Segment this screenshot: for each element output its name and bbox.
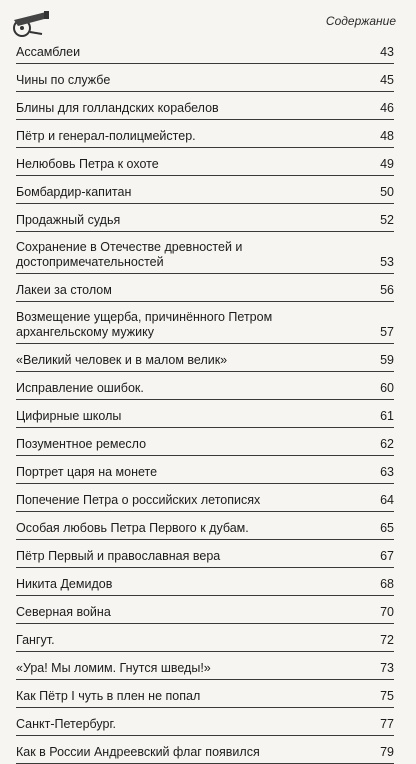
toc-entry-title: Попечение Петра о российских летописях (16, 493, 261, 507)
toc-entry-page: 48 (380, 129, 394, 143)
toc-entry (16, 344, 394, 372)
toc-entry-title: Как Пётр I чуть в плен не попал (16, 689, 201, 703)
toc-entry-page: 64 (380, 493, 394, 507)
toc-entry-page: 77 (380, 717, 394, 731)
toc-entry-page: 56 (380, 283, 394, 297)
toc-entry-page: 52 (380, 213, 394, 227)
toc-entry (16, 680, 394, 708)
toc-entry-page: 49 (380, 157, 394, 171)
toc-entry-page: 79 (380, 745, 394, 759)
toc-entry-page: 72 (380, 633, 394, 647)
cannon-icon (8, 6, 52, 38)
toc-entry (16, 484, 394, 512)
toc-entry-page: 67 (380, 549, 394, 563)
toc-entry-page: 62 (380, 437, 394, 451)
toc-entry (16, 274, 394, 302)
toc-entry (16, 596, 394, 624)
toc-entry-title: Цифирные школы (16, 409, 122, 423)
toc-entry-title: Бомбардир-капитан (16, 185, 132, 199)
toc-entry-page: 63 (380, 465, 394, 479)
toc-entry (16, 36, 394, 64)
toc-entry-page: 75 (380, 689, 394, 703)
toc-entry-page: 57 (380, 325, 394, 339)
toc-entry (16, 64, 394, 92)
toc-entry (16, 624, 394, 652)
toc-entry-page: 61 (380, 409, 394, 423)
toc-entry (16, 302, 394, 344)
toc-entry (16, 708, 394, 736)
toc-entry-title: Пётр Первый и православная вера (16, 549, 221, 563)
toc-entry-title: Продажный судья (16, 213, 121, 227)
toc-entry-page: 43 (380, 45, 394, 59)
toc-entry-title: Блины для голландских корабелов (16, 101, 219, 115)
toc-entry-title: «Ура! Мы ломим. Гнутся шведы!» (16, 661, 211, 675)
toc-entry-title: Санкт-Петербург. (16, 717, 116, 731)
toc-entry-title: Пётр и генерал-полицмейстер. (16, 129, 196, 143)
toc-entry-title: Гангут. (16, 633, 55, 647)
toc-entry-page: 60 (380, 381, 394, 395)
toc-entry (16, 652, 394, 680)
toc-entry (16, 428, 394, 456)
toc-entry-title: Сохранение в Отечестве древностей и достопримечательностей (16, 240, 243, 269)
toc-entry (16, 92, 394, 120)
toc-entry (16, 120, 394, 148)
toc-entry (16, 736, 394, 764)
section-header: Содержание (325, 14, 396, 28)
toc-entry (16, 204, 394, 232)
toc-entry-title: Нелюбовь Петра к охоте (16, 157, 159, 171)
toc-entry (16, 148, 394, 176)
toc-entry-page: 70 (380, 605, 394, 619)
toc-entry (16, 456, 394, 484)
toc-entry-title: Ассамблеи (16, 45, 81, 59)
toc-entry-page: 53 (380, 255, 394, 269)
toc-entry (16, 232, 394, 274)
toc-entry-title: «Великий человек и в малом велик» (16, 353, 228, 367)
table-of-contents (16, 36, 394, 764)
toc-entry-title: Портрет царя на монете (16, 465, 158, 479)
toc-entry-page: 59 (380, 353, 394, 367)
toc-entry-page: 73 (380, 661, 394, 675)
toc-entry-title: Как в России Андреевский флаг появился (16, 745, 260, 759)
toc-entry-title: Чины по службе (16, 73, 111, 87)
toc-entry (16, 176, 394, 204)
toc-entry-title: Никита Демидов (16, 577, 113, 591)
toc-entry (16, 568, 394, 596)
toc-entry-title: Позументное ремесло (16, 437, 147, 451)
toc-entry-page: 50 (380, 185, 394, 199)
toc-entry-title: Особая любовь Петра Первого к дубам. (16, 521, 249, 535)
toc-entry-title: Возмещение ущерба, причинённого Петром архангельскому мужику (16, 310, 273, 339)
toc-entry-title: Исправление ошибок. (16, 381, 144, 395)
toc-entry-page: 46 (380, 101, 394, 115)
toc-entry-page: 68 (380, 577, 394, 591)
toc-entry-title: Северная война (16, 605, 111, 619)
toc-entry-page: 45 (380, 73, 394, 87)
toc-entry-title: Лакеи за столом (16, 283, 112, 297)
toc-entry (16, 400, 394, 428)
toc-entry (16, 540, 394, 568)
toc-entry (16, 512, 394, 540)
toc-entry (16, 372, 394, 400)
toc-entry-page: 65 (380, 521, 394, 535)
